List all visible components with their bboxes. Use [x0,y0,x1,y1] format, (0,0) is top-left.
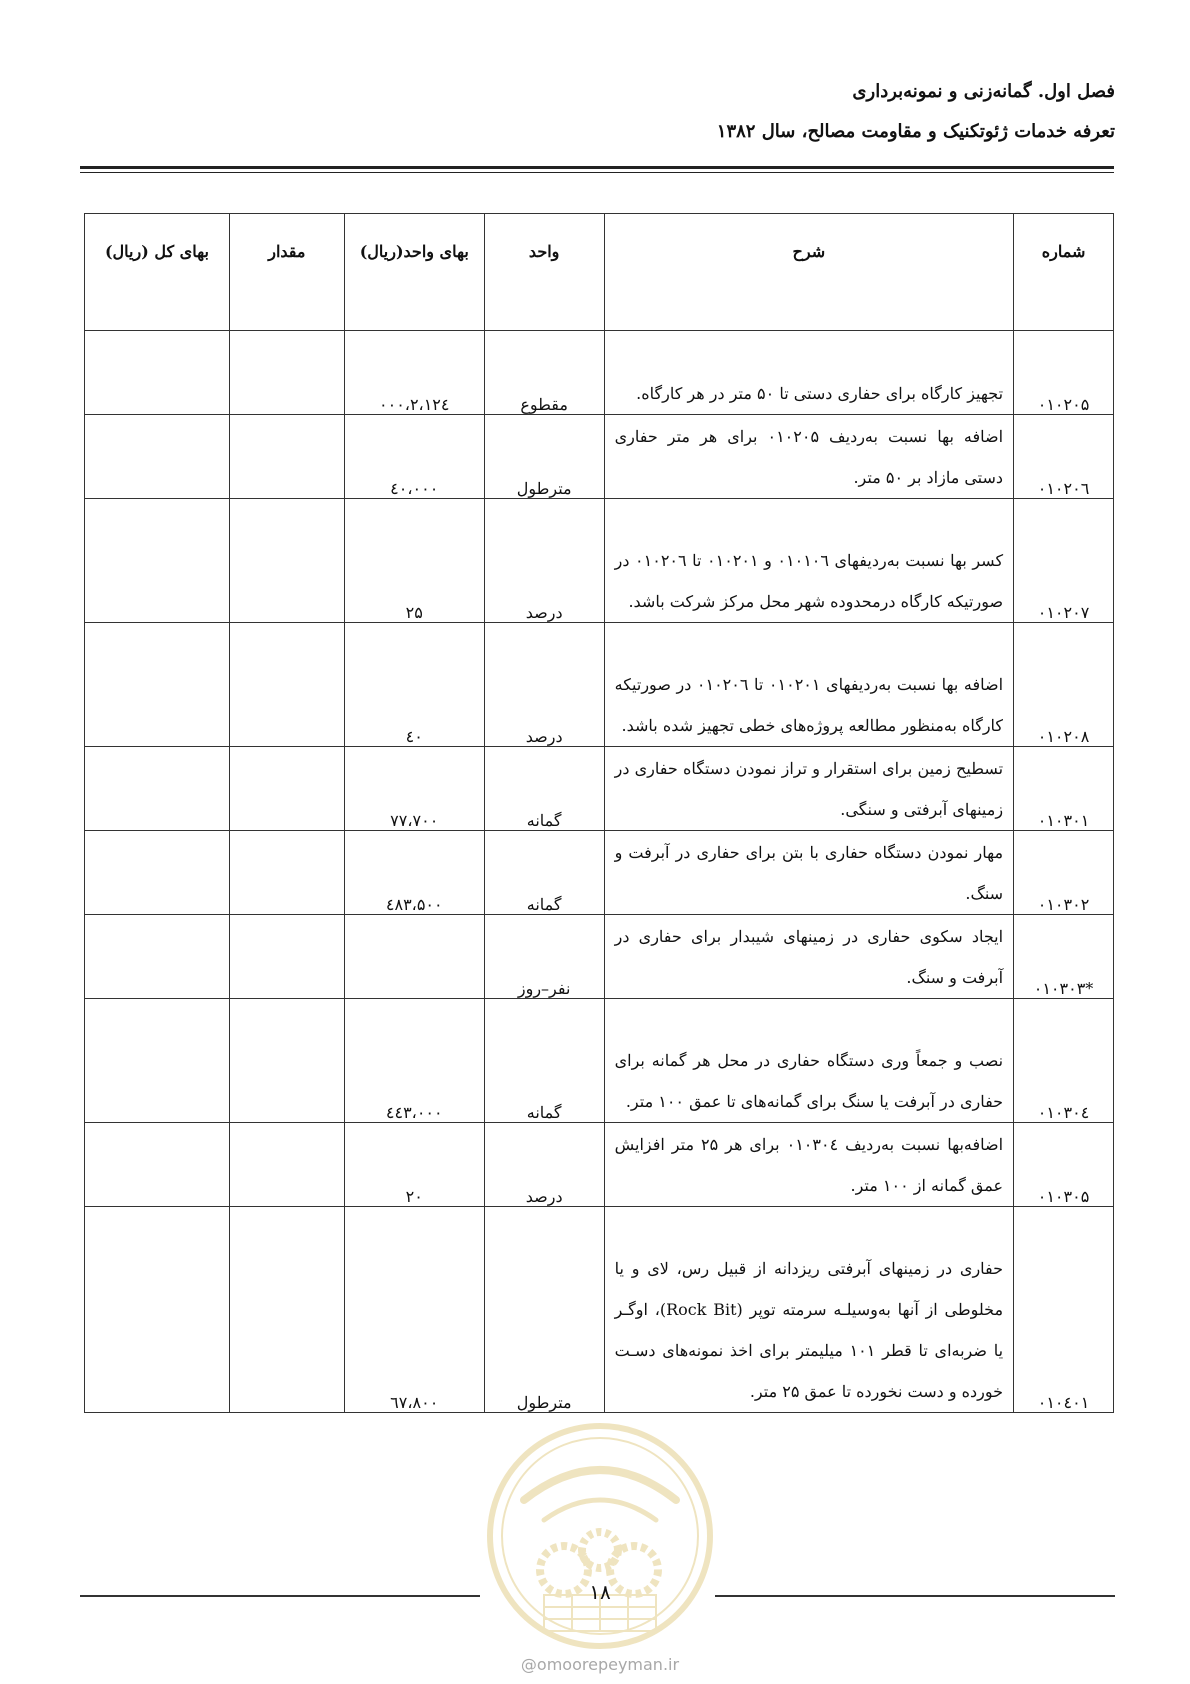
footer-rule-left [80,1595,480,1597]
seal-logo [484,1420,716,1652]
row-description: اضافه بها نسبت به‌ردیفهای ۰۱۰۲۰۱ تا ۰۱۰۲۰٦ در صورتیکه کارگاه به‌منظور مطالعه پروژه‌های خطی تجهیز شده باشد. [604,623,1013,747]
document-title: تعرفه خدمات ژئوتکنیک و مقاومت مصالح، سال ۱۳۸۲ [716,121,1115,142]
row-quantity [229,831,344,915]
table-row [85,831,1114,915]
row-unit-price: ۲۵ [344,499,484,623]
table-row [85,415,1114,499]
row-total-price [85,331,230,415]
chapter-title: فصل اول. گمانه‌زنی و نمونه‌برداری [852,81,1115,102]
table-row [85,331,1114,415]
row-unit: مترطول [484,415,604,499]
row-unit: درصد [484,623,604,747]
row-quantity [229,915,344,999]
tariff-table [84,213,1114,1413]
header-rule-thick [80,166,1114,169]
table-row [85,499,1114,623]
row-unit-price: ٤٤۳،۰۰۰ [344,999,484,1123]
row-description: حفاری در زمینهای آبرفتی ریزدانه از قبیل رس، لای و یا مخلوطی از آنها به‌وسیلـه سرمته توپر (Rock Bit)، اوگـر یا ضربه‌ای تا قطر ۱۰۱ میلیمتر برای اخذ نمونه‌های دسـت خورده و دست نخورده تا عمق ۲۵ متر. [604,1207,1013,1413]
row-number: ۰۱۰٤۰۱ [1014,1207,1114,1413]
header-unit: واحد [484,214,604,331]
row-unit: مقطوع [484,331,604,415]
row-total-price [85,623,230,747]
row-unit: گمانه [484,747,604,831]
row-unit-price: ٦۷،۸۰۰ [344,1207,484,1413]
row-unit: گمانه [484,999,604,1123]
row-unit: مترطول [484,1207,604,1413]
row-quantity [229,623,344,747]
row-quantity [229,1207,344,1413]
row-unit-price: ٤۸۳،۵۰۰ [344,831,484,915]
table-body [85,331,1114,1413]
header-number: شماره [1014,214,1114,331]
row-description: اضافه بها نسبت به‌ردیف ۰۱۰۲۰۵ برای هر متر حفاری دستی مازاد بر ۵۰ متر. [604,415,1013,499]
row-unit-price: ۲،۱۲٤،۰۰۰ [344,331,484,415]
row-total-price [85,747,230,831]
row-description: نصب و جمعاً وری دستگاه حفاری در محل هر گمانه برای حفاری در آبرفت یا سنگ برای گمانه‌های تا عمق ۱۰۰ متر. [604,999,1013,1123]
page-number: ۱۸ [589,1580,611,1604]
row-quantity [229,499,344,623]
table-row [85,999,1114,1123]
table-header-row [85,214,1114,331]
row-unit: نفر–روز [484,915,604,999]
row-total-price [85,915,230,999]
row-description: کسر بها نسبت به‌ردیفهای ۰۱۰۱۰٦ و ۰۱۰۲۰۱ تا ۰۱۰۲۰٦ در صورتیکه کارگاه درمحدوده شهر محل مرکز شرکت باشد. [604,499,1013,623]
header-rule-thin [80,172,1114,173]
row-unit: درصد [484,499,604,623]
row-total-price [85,999,230,1123]
header-unit-price: بهای واحد(ریال) [344,214,484,331]
row-total-price [85,1207,230,1413]
row-number: ۰۱۰۲۰۸ [1014,623,1114,747]
row-total-price [85,1123,230,1207]
table-row [85,623,1114,747]
row-unit-price: ۲۰ [344,1123,484,1207]
row-quantity [229,999,344,1123]
row-total-price [85,499,230,623]
row-number: ۰۱۰۳۰۲ [1014,831,1114,915]
row-quantity [229,331,344,415]
row-unit-price: ٤۰ [344,623,484,747]
page-header [75,72,1115,152]
header-quantity: مقدار [229,214,344,331]
row-number: ۰۱۰۳۰۱ [1014,747,1114,831]
row-description: ایجاد سکوی حفاری در زمینهای شیبدار برای حفاری در آبرفت و سنگ. [604,915,1013,999]
row-quantity [229,1123,344,1207]
table-row [85,747,1114,831]
row-unit-price [344,915,484,999]
row-unit-price: ٤۰،۰۰۰ [344,415,484,499]
row-total-price [85,415,230,499]
row-description: مهار نمودن دستگاه حفاری با بتن برای حفاری در آبرفت و سنگ. [604,831,1013,915]
row-unit: گمانه [484,831,604,915]
row-number: ۰۱۰۳۰۵ [1014,1123,1114,1207]
table-row [85,1207,1114,1413]
watermark-url: @omoorepeyman.ir [520,1655,680,1674]
row-number: *۰۱۰۳۰۳ [1014,915,1114,999]
row-description: تجهیز کارگاه برای حفاری دستی تا ۵۰ متر در هر کارگاه. [604,331,1013,415]
row-number: ۰۱۰۲۰۷ [1014,499,1114,623]
row-description: تسطیح زمین برای استقرار و تراز نمودن دستگاه حفاری در زمینهای آبرفتی و سنگی. [604,747,1013,831]
row-quantity [229,747,344,831]
header-total-price: بهای کل (ریال) [85,214,230,331]
row-unit-price: ۷۷،۷۰۰ [344,747,484,831]
row-number: ۰۱۰۳۰٤ [1014,999,1114,1123]
header-description: شرح [604,214,1013,331]
row-description: اضافه‌بها نسبت به‌ردیف ۰۱۰۳۰٤ برای هر ۲۵ متر افزایش عمق گمانه از ۱۰۰ متر. [604,1123,1013,1207]
footer-rule-right [715,1595,1115,1597]
row-total-price [85,831,230,915]
table-row [85,915,1114,999]
row-number: ۰۱۰۲۰٦ [1014,415,1114,499]
table-row [85,1123,1114,1207]
row-number: ۰۱۰۲۰۵ [1014,331,1114,415]
row-quantity [229,415,344,499]
row-unit: درصد [484,1123,604,1207]
